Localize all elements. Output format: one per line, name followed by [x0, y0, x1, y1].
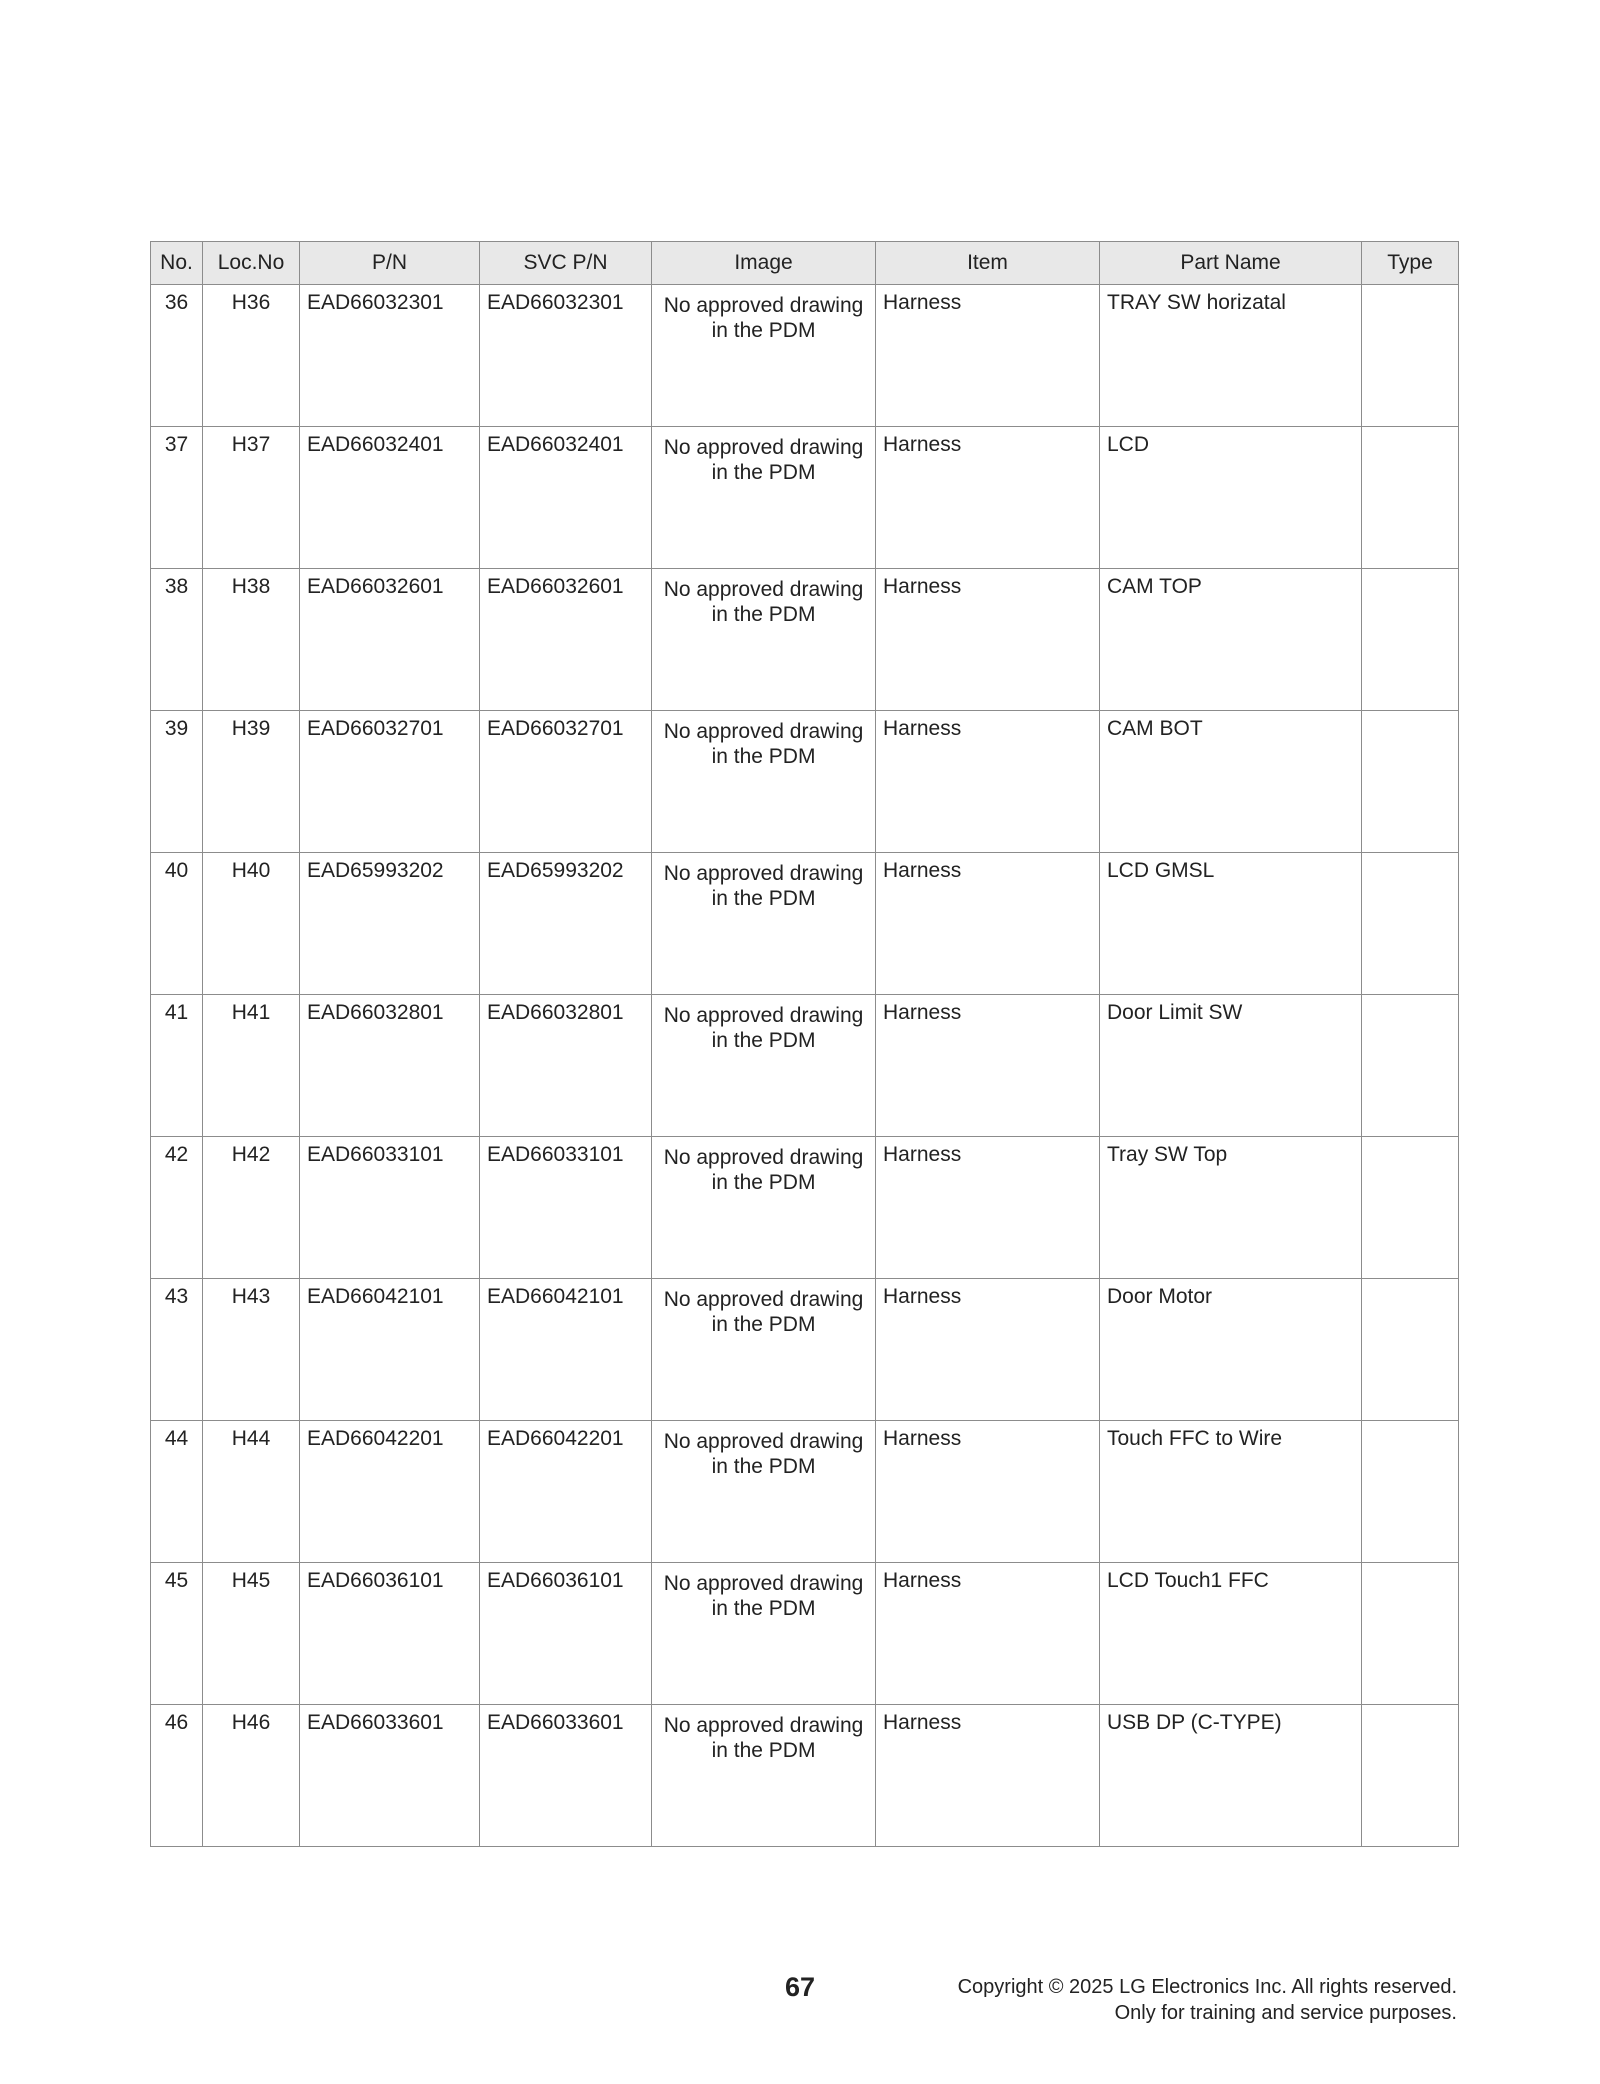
cell-type [1362, 1137, 1459, 1279]
cell-pn: EAD66032401 [300, 427, 480, 569]
cell-no: 43 [151, 1279, 203, 1421]
cell-part-name: Door Motor [1100, 1279, 1362, 1421]
image-note-line: No approved drawing [663, 578, 864, 601]
cell-item: Harness [876, 1563, 1100, 1705]
cell-no: 42 [151, 1137, 203, 1279]
image-note-line: No approved drawing [663, 1288, 864, 1311]
cell-image [652, 1421, 876, 1563]
cell-type [1362, 711, 1459, 853]
cell-part-name: CAM TOP [1100, 569, 1362, 711]
cell-item: Harness [876, 853, 1100, 995]
header-svc-pn: SVC P/N [480, 242, 652, 285]
cell-pn: EAD66042201 [300, 1421, 480, 1563]
cell-no: 38 [151, 569, 203, 711]
cell-no: 36 [151, 285, 203, 427]
cell-pn: EAD66036101 [300, 1563, 480, 1705]
image-note-line: in the PDM [711, 1739, 816, 1762]
cell-svc-pn: EAD65993202 [480, 853, 652, 995]
table-row [151, 853, 1459, 995]
image-note-line: No approved drawing [663, 294, 864, 317]
cell-pn: EAD66032301 [300, 285, 480, 427]
header-type: Type [1362, 242, 1459, 285]
cell-type [1362, 1705, 1459, 1847]
cell-part-name: LCD Touch1 FFC [1100, 1563, 1362, 1705]
cell-part-name: CAM BOT [1100, 711, 1362, 853]
cell-svc-pn: EAD66032801 [480, 995, 652, 1137]
header-no: No. [151, 242, 203, 285]
cell-part-name: TRAY SW horizatal [1100, 285, 1362, 427]
cell-svc-pn: EAD66032301 [480, 285, 652, 427]
table-row [151, 569, 1459, 711]
image-note-line: in the PDM [711, 1597, 816, 1620]
cell-no: 40 [151, 853, 203, 995]
image-note-line: No approved drawing [663, 720, 864, 743]
page-number: 67 [784, 1972, 816, 2002]
parts-table [150, 241, 1459, 1847]
cell-type [1362, 1563, 1459, 1705]
table-row [151, 285, 1459, 427]
image-note-line: No approved drawing [663, 862, 864, 885]
cell-no: 37 [151, 427, 203, 569]
cell-item: Harness [876, 569, 1100, 711]
table-row [151, 1563, 1459, 1705]
cell-no: 39 [151, 711, 203, 853]
cell-part-name: LCD [1100, 427, 1362, 569]
cell-type [1362, 995, 1459, 1137]
header-image: Image [652, 242, 876, 285]
cell-image [652, 853, 876, 995]
image-note-line: No approved drawing [663, 1572, 864, 1595]
image-note-line: No approved drawing [663, 1714, 864, 1737]
cell-loc-no: H43 [203, 1279, 300, 1421]
cell-part-name: Door Limit SW [1100, 995, 1362, 1137]
image-note-line: in the PDM [711, 1455, 816, 1478]
cell-type [1362, 1421, 1459, 1563]
image-note-line: in the PDM [711, 1171, 816, 1194]
image-note-line: No approved drawing [663, 1004, 864, 1027]
cell-no: 45 [151, 1563, 203, 1705]
cell-no: 44 [151, 1421, 203, 1563]
cell-loc-no: H41 [203, 995, 300, 1137]
table-row [151, 1705, 1459, 1847]
image-note-line: No approved drawing [663, 1146, 864, 1169]
cell-pn: EAD66042101 [300, 1279, 480, 1421]
cell-svc-pn: EAD66042201 [480, 1421, 652, 1563]
cell-type [1362, 1279, 1459, 1421]
cell-image [652, 285, 876, 427]
cell-part-name: Touch FFC to Wire [1100, 1421, 1362, 1563]
cell-svc-pn: EAD66036101 [480, 1563, 652, 1705]
image-note-line: in the PDM [711, 1029, 816, 1052]
cell-pn: EAD66033101 [300, 1137, 480, 1279]
image-note-line: in the PDM [711, 461, 816, 484]
cell-type [1362, 569, 1459, 711]
cell-loc-no: H40 [203, 853, 300, 995]
cell-part-name: LCD GMSL [1100, 853, 1362, 995]
header-loc-no: Loc.No [203, 242, 300, 285]
cell-loc-no: H38 [203, 569, 300, 711]
header-pn: P/N [300, 242, 480, 285]
image-note-line: in the PDM [711, 1313, 816, 1336]
cell-svc-pn: EAD66032601 [480, 569, 652, 711]
cell-svc-pn: EAD66033601 [480, 1705, 652, 1847]
cell-svc-pn: EAD66032701 [480, 711, 652, 853]
cell-part-name: Tray SW Top [1100, 1137, 1362, 1279]
cell-item: Harness [876, 1279, 1100, 1421]
cell-pn: EAD66032701 [300, 711, 480, 853]
cell-item: Harness [876, 1137, 1100, 1279]
cell-image [652, 1279, 876, 1421]
cell-pn: EAD66032601 [300, 569, 480, 711]
cell-image [652, 1563, 876, 1705]
cell-item: Harness [876, 1421, 1100, 1563]
cell-image [652, 1705, 876, 1847]
header-part-name: Part Name [1100, 242, 1362, 285]
cell-type [1362, 853, 1459, 995]
image-note-line: No approved drawing [663, 436, 864, 459]
table-row [151, 1421, 1459, 1563]
cell-pn: EAD66032801 [300, 995, 480, 1137]
cell-item: Harness [876, 427, 1100, 569]
table-row [151, 427, 1459, 569]
cell-svc-pn: EAD66042101 [480, 1279, 652, 1421]
header-item: Item [876, 242, 1100, 285]
copyright-line-1: Copyright © 2025 LG Electronics Inc. All rights reserved. [957, 1976, 1457, 1998]
cell-loc-no: H46 [203, 1705, 300, 1847]
cell-pn: EAD66033601 [300, 1705, 480, 1847]
image-note-line: No approved drawing [663, 1430, 864, 1453]
cell-loc-no: H36 [203, 285, 300, 427]
cell-type [1362, 427, 1459, 569]
cell-no: 41 [151, 995, 203, 1137]
copyright-line-2: Only for training and service purposes. [1114, 2002, 1457, 2024]
image-note-line: in the PDM [711, 745, 816, 768]
cell-pn: EAD65993202 [300, 853, 480, 995]
image-note-line: in the PDM [711, 603, 816, 626]
image-note-line: in the PDM [711, 887, 816, 910]
cell-image [652, 711, 876, 853]
cell-svc-pn: EAD66032401 [480, 427, 652, 569]
cell-image [652, 427, 876, 569]
table-header-row [151, 242, 1459, 285]
image-note-line: in the PDM [711, 319, 816, 342]
cell-no: 46 [151, 1705, 203, 1847]
cell-item: Harness [876, 995, 1100, 1137]
table-row [151, 711, 1459, 853]
table-row [151, 1137, 1459, 1279]
cell-loc-no: H39 [203, 711, 300, 853]
cell-image [652, 569, 876, 711]
cell-item: Harness [876, 285, 1100, 427]
cell-loc-no: H42 [203, 1137, 300, 1279]
cell-item: Harness [876, 711, 1100, 853]
cell-part-name: USB DP (C-TYPE) [1100, 1705, 1362, 1847]
cell-loc-no: H37 [203, 427, 300, 569]
table-row [151, 995, 1459, 1137]
table-row [151, 1279, 1459, 1421]
cell-svc-pn: EAD66033101 [480, 1137, 652, 1279]
cell-type [1362, 285, 1459, 427]
copyright-notice [958, 1974, 1457, 2026]
cell-item: Harness [876, 1705, 1100, 1847]
cell-image [652, 995, 876, 1137]
cell-loc-no: H44 [203, 1421, 300, 1563]
table-body [151, 285, 1459, 1847]
cell-image [652, 1137, 876, 1279]
cell-loc-no: H45 [203, 1563, 300, 1705]
